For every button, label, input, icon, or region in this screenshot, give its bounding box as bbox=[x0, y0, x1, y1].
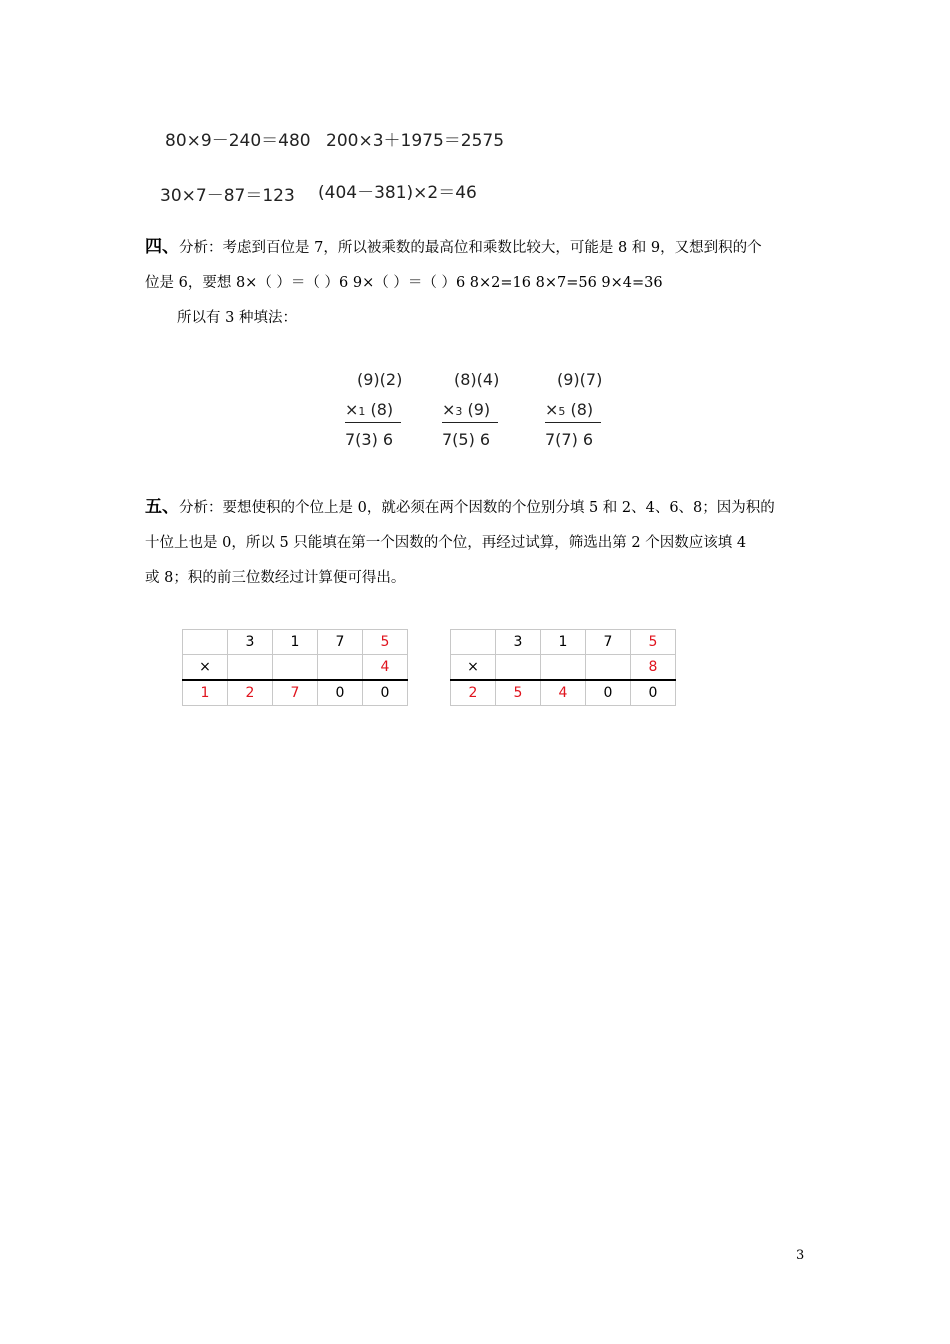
mult-1-result: 7(3) 6 bbox=[345, 430, 394, 449]
grid-cell bbox=[586, 655, 631, 681]
grid-cell: 5 bbox=[363, 630, 408, 655]
mult-1-times: × bbox=[345, 400, 359, 419]
section-5-line-2: 十位上也是 0，所以 5 只能填在第一个因数的个位，再经过试算，筛选出第 2 个因数应该填 4 bbox=[145, 535, 747, 551]
mult-3-line bbox=[545, 422, 601, 423]
grid-cell: 0 bbox=[363, 680, 408, 706]
equation-1: 80×9－240＝480 bbox=[165, 131, 311, 151]
mult-2-line bbox=[442, 422, 498, 423]
mult-3-result: 7(7) 6 bbox=[545, 430, 594, 449]
section-4-line-1: 分析：考虑到百位是 7，所以被乘数的最高位和乘数比较大，可能是 8 和 9，又想到积的个 bbox=[179, 240, 762, 256]
grid-cell: 7 bbox=[318, 630, 363, 655]
section-5-line-3: 或 8；积的前三位数经过计算便可得出。 bbox=[145, 570, 406, 586]
equation-2: 200×3＋1975＝2575 bbox=[326, 131, 505, 151]
multiplication-grid-2 bbox=[450, 629, 676, 706]
section-4-number: 四、 bbox=[145, 237, 179, 257]
grid-cell: 1 bbox=[273, 630, 318, 655]
section-5-line-1: 分析：要想使积的个位上是 0，就必须在两个因数的个位别分填 5 和 2、4、6、8；因为积的 bbox=[179, 500, 775, 516]
equation-4: (404－381)×2＝46 bbox=[318, 183, 477, 203]
equation-3: 30×7－87＝123 bbox=[160, 186, 295, 206]
mult-1-multiplier: (8) bbox=[370, 400, 394, 419]
grid-cell: 5 bbox=[496, 680, 541, 706]
grid-cell: 5 bbox=[631, 630, 676, 655]
mult-1-digit: 1 bbox=[358, 405, 366, 418]
grid-cell bbox=[228, 655, 273, 681]
grid-cell bbox=[273, 655, 318, 681]
grid-cell: 3 bbox=[496, 630, 541, 655]
grid-cell: 1 bbox=[541, 630, 586, 655]
page-number: 3 bbox=[796, 1248, 805, 1263]
grid-cell: 8 bbox=[631, 655, 676, 681]
grid-cell bbox=[318, 655, 363, 681]
grid-cell: 2 bbox=[228, 680, 273, 706]
grid-cell: 3 bbox=[228, 630, 273, 655]
section-4-line-2: 位是 6，要想 8×（ ）＝（ ）6 9×（ ）＝（ ）6 8×2=16 8×7=56 9×4=36 bbox=[145, 275, 663, 291]
mult-3-top: (9)(7) bbox=[557, 370, 603, 389]
grid-cell: 4 bbox=[541, 680, 586, 706]
grid-cell bbox=[496, 655, 541, 681]
grid-cell: 0 bbox=[586, 680, 631, 706]
mult-3-digit: 5 bbox=[558, 405, 566, 418]
mult-3-multiplier: (8) bbox=[570, 400, 594, 419]
mult-2-multiplier: (9) bbox=[467, 400, 491, 419]
mult-1-line bbox=[345, 422, 401, 423]
mult-2-digit: 3 bbox=[455, 405, 463, 418]
grid-cell: 0 bbox=[318, 680, 363, 706]
grid-cell: 4 bbox=[363, 655, 408, 681]
grid-cell: 0 bbox=[631, 680, 676, 706]
section-4-line-3: 所以有 3 种填法： bbox=[177, 310, 297, 326]
mult-2-top: (8)(4) bbox=[454, 370, 500, 389]
grid-cell: 1 bbox=[183, 680, 228, 706]
section-5 bbox=[145, 490, 810, 596]
mult-3-times: × bbox=[545, 400, 559, 419]
multiplication-grid-1 bbox=[182, 629, 408, 706]
grid-cell-times: × bbox=[183, 655, 228, 681]
mult-2-times: × bbox=[442, 400, 456, 419]
mult-2-result: 7(5) 6 bbox=[442, 430, 491, 449]
grid-cell bbox=[541, 655, 586, 681]
grid-cell-times: × bbox=[451, 655, 496, 681]
grid-cell bbox=[451, 630, 496, 655]
mult-1-top: (9)(2) bbox=[357, 370, 403, 389]
grid-cell: 7 bbox=[586, 630, 631, 655]
grid-cell: 2 bbox=[451, 680, 496, 706]
section-5-number: 五、 bbox=[145, 497, 179, 517]
section-4 bbox=[145, 230, 810, 336]
grid-cell bbox=[183, 630, 228, 655]
grid-cell: 7 bbox=[273, 680, 318, 706]
